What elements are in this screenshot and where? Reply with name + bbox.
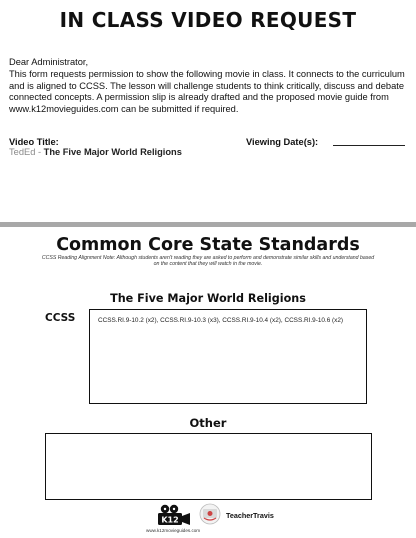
letter-body	[9, 57, 407, 116]
movie-heading: The Five Major World Religions	[110, 292, 306, 305]
teacher-travis-logo-icon	[199, 503, 221, 525]
page-title: IN CLASS VIDEO REQUEST	[59, 8, 357, 32]
k12-logo-text: K12	[161, 515, 179, 525]
ccss-alignment-note: CCSS Reading Alignment Note: Although students aren't reading they are asked to perform and demonstrate similar skills and understand based on the content that they will watch in the movie.	[41, 255, 375, 268]
ccss-standards-list: CCSS.RI.9-10.2 (x2), CCSS.RI.9-10.3 (x3), CCSS.RI.9-10.4 (x2), CCSS.RI.9-10.6 (x2)	[98, 317, 344, 324]
video-title-label: Video Title:	[9, 137, 59, 147]
video-separator: -	[35, 147, 44, 157]
k12-url: www.k12movieguides.com	[146, 528, 201, 533]
video-source: TedEd	[9, 147, 36, 157]
letter-salutation: Dear Administrator,	[9, 57, 89, 67]
ccss-label: CCSS	[45, 312, 76, 324]
viewing-dates-field[interactable]	[333, 145, 405, 146]
other-standards-box[interactable]	[45, 433, 372, 500]
ccss-title: Common Core State Standards	[56, 235, 360, 255]
video-name: The Five Major World Religions	[43, 147, 182, 157]
video-title-value	[9, 147, 182, 157]
section-divider	[0, 222, 416, 227]
teacher-name: TeacherTravis	[226, 511, 274, 520]
letter-text: This form requests permission to show the following movie in class. It connects to the curriculum and is aligned to CCSS. The lesson will challenge students to think critically, discuss and debate connected concepts. A permission slip is already drafted and the proposed movie guide from www.k12movieguides.com can be submitted if required.	[9, 68, 405, 115]
other-heading: Other	[189, 416, 227, 430]
film-reel-icon	[150, 503, 196, 529]
viewing-dates-label: Viewing Date(s):	[246, 137, 319, 147]
